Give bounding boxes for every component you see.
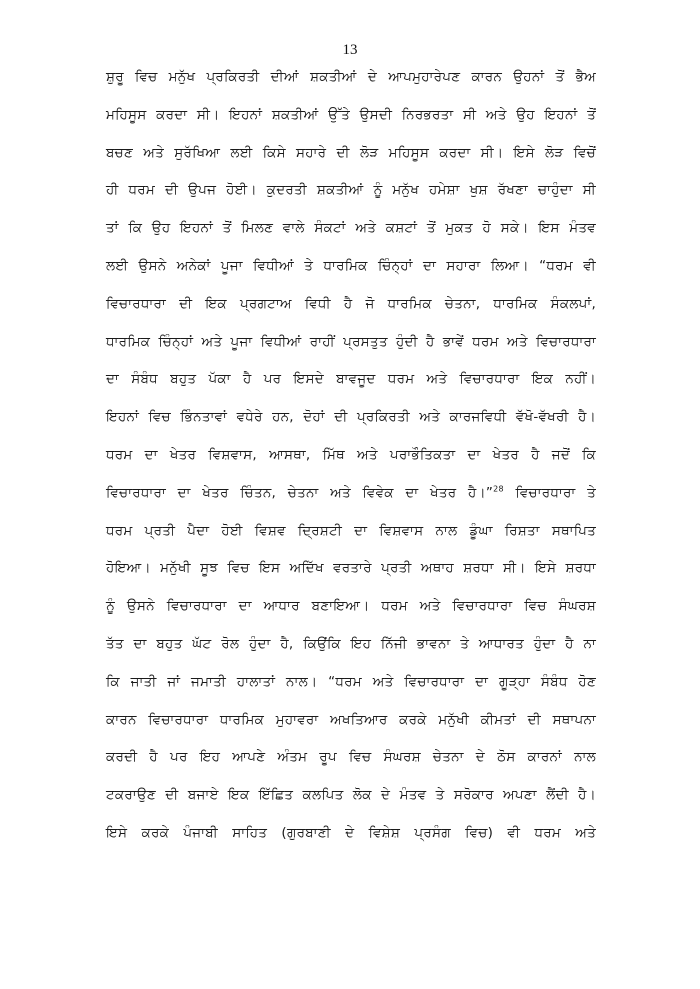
page-number: 13 — [342, 42, 358, 58]
text-line: ਹੋਇਆ। ਮਨੁੱਖੀ ਸੂਝ ਵਿਚ ਇਸ ਅਦਿੱਖ ਵਰਤਾਰੇ ਪ੍ਰਤੀ ਅਥਾਹ ਸ਼ਰਧਾ ਸੀ। ਇਸੇ ਸ਼ਰਧਾ — [106, 560, 596, 577]
text-line: ਕਾਰਨ ਵਿਚਾਰਧਾਰਾ ਧਾਰਮਿਕ ਮੁਹਾਵਰਾ ਅਖਤਿਆਰ ਕਰਕੇ ਮਨੁੱਖੀ ਕੀਮਤਾਂ ਦੀ ਸਥਾਪਨਾ — [106, 711, 596, 728]
text-line: ਕਰਦੀ ਹੈ ਪਰ ਇਹ ਆਪਣੇ ਅੰਤਮ ਰੂਪ ਵਿਚ ਸੰਘਰਸ਼ ਚੇਤਨਾ ਦੇ ਠੋਸ ਕਾਰਨਾਂ ਨਾਲ — [106, 749, 596, 766]
text-line: ਹੀ ਧਰਮ ਦੀ ਉਪਜ ਹੋਈ। ਕੁਦਰਤੀ ਸ਼ਕਤੀਆਂ ਨੂੰ ਮਨੁੱਖ ਹਮੇਸ਼ਾ ਖੁਸ਼ ਰੱਖਣਾ ਚਾਹੁੰਦਾ ਸੀ — [106, 182, 596, 199]
text-segment: ਵਿਚਾਰਧਾਰਾ ਦਾ ਖੇਤਰ ਚਿੰਤਨ, ਚੇਤਨਾ ਅਤੇ ਵਿਵੇਕ ਦਾ ਖੇਤਰ ਹੈ।” — [106, 484, 494, 501]
text-line: ਸ਼ੁਰੂ ਵਿਚ ਮਨੁੱਖ ਪ੍ਰਕਿਰਤੀ ਦੀਆਂ ਸ਼ਕਤੀਆਂ ਦੇ ਆਪਮੁਹਾਰੇਪਣ ਕਾਰਨ ਉਹਨਾਂ ਤੋਂ ਭੈਅ — [106, 69, 596, 85]
text-line: ਕਿ ਜਾਤੀ ਜਾਂ ਜਮਾਤੀ ਹਾਲਾਤਾਂ ਨਾਲ। “ਧਰਮ ਅਤੇ ਵਿਚਾਰਧਾਰਾ ਦਾ ਗੂੜ੍ਹਾ ਸੰਬੰਧ ਹੋਣ — [106, 673, 596, 690]
text-line: ਧਾਰਮਿਕ ਚਿੰਨ੍ਹਾਂ ਅਤੇ ਪੂਜਾ ਵਿਧੀਆਂ ਰਾਹੀਂ ਪ੍ਰਸਤੁਤ ਹੁੰਦੀ ਹੈ ਭਾਵੇਂ ਧਰਮ ਅਤੇ ਵਿਚਾਰਧਾਰਾ — [106, 333, 596, 350]
text-line: ਇਹਨਾਂ ਵਿਚ ਭਿੰਨਤਾਵਾਂ ਵਧੇਰੇ ਹਨ, ਦੋਹਾਂ ਦੀ ਪ੍ਰਕਿਰਤੀ ਅਤੇ ਕਾਰਜਵਿਧੀ ਵੱਖੋ-ਵੱਖਰੀ ਹੈ। — [106, 409, 596, 426]
text-line-with-footnote — [106, 482, 596, 520]
text-line: ਨੂੰ ਉਸਨੇ ਵਿਚਾਰਧਾਰਾ ਦਾ ਆਧਾਰ ਬਣਾਇਆ। ਧਰਮ ਅਤੇ ਵਿਚਾਰਧਾਰਾ ਵਿਚ ਸੰਘਰਸ਼ — [106, 598, 596, 615]
text-line: ਤਾਂ ਕਿ ਉਹ ਇਹਨਾਂ ਤੋਂ ਮਿਲਣ ਵਾਲੇ ਸੰਕਟਾਂ ਅਤੇ ਕਸ਼ਟਾਂ ਤੋਂ ਮੁਕਤ ਹੋ ਸਕੇ। ਇਸ ਮੰਤਵ — [106, 220, 596, 237]
text-line: ਵਿਚਾਰਧਾਰਾ ਦੀ ਇਕ ਪ੍ਰਗਟਾਅ ਵਿਧੀ ਹੈ ਜੋ ਧਾਰਮਿਕ ਚੇਤਨਾ, ਧਾਰਮਿਕ ਸੰਕਲਪਾਂ, — [106, 295, 596, 312]
text-line: ਮਹਿਸੂਸ ਕਰਦਾ ਸੀ। ਇਹਨਾਂ ਸ਼ਕਤੀਆਂ ਉੱਤੇ ਉਸਦੀ ਨਿਰਭਰਤਾ ਸੀ ਅਤੇ ਉਹ ਇਹਨਾਂ ਤੋਂ — [106, 106, 596, 123]
text-line: ਧਰਮ ਪ੍ਰਤੀ ਪੈਦਾ ਹੋਈ ਵਿਸ਼ਵ ਦ੍ਰਿਸ਼ਟੀ ਦਾ ਵਿਸ਼ਵਾਸ ਨਾਲ ਡੂੰਘਾ ਰਿਸ਼ਤਾ ਸਥਾਪਿਤ — [106, 522, 596, 539]
text-line: ਇਸੇ ਕਰਕੇ ਪੰਜਾਬੀ ਸਾਹਿਤ (ਗੁਰਬਾਣੀ ਦੇ ਵਿਸ਼ੇਸ਼ ਪ੍ਰਸੰਗ ਵਿਚ) ਵੀ ਧਰਮ ਅਤੇ — [106, 824, 596, 841]
text-line: ਟਕਰਾਉਣ ਦੀ ਬਜਾਏ ਇਕ ਇੱਛਿਤ ਕਲਪਿਤ ਲੋਕ ਦੇ ਮੰਤਵ ਤੇ ਸਰੋਕਾਰ ਅਪਣਾ ਲੈਂਦੀ ਹੈ। — [106, 787, 596, 804]
text-line: ਤੱਤ ਦਾ ਬਹੁਤ ਘੱਟ ਰੋਲ ਹੁੰਦਾ ਹੈ, ਕਿਉਂਕਿ ਇਹ ਨਿੱਜੀ ਭਾਵਨਾ ਤੇ ਆਧਾਰਤ ਹੁੰਦਾ ਹੈ ਨਾ — [106, 635, 596, 652]
text-segment: ਵਿਚਾਰਧਾਰਾ ਤੇ — [515, 484, 596, 501]
footnote-reference: 28 — [493, 484, 504, 494]
body-paragraph — [106, 66, 596, 860]
text-line: ਬਚਣ ਅਤੇ ਸੁਰੱਖਿਆ ਲਈ ਕਿਸੇ ਸਹਾਰੇ ਦੀ ਲੋੜ ਮਹਿਸੂਸ ਕਰਦਾ ਸੀ। ਇਸੇ ਲੋੜ ਵਿਚੋਂ — [106, 144, 596, 161]
text-line: ਲਈ ਉਸਨੇ ਅਨੇਕਾਂ ਪੂਜਾ ਵਿਧੀਆਂ ਤੇ ਧਾਰਮਿਕ ਚਿੰਨ੍ਹਾਂ ਦਾ ਸਹਾਰਾ ਲਿਆ। “ਧਰਮ ਵੀ — [106, 257, 596, 274]
text-line: ਧਰਮ ਦਾ ਖੇਤਰ ਵਿਸ਼ਵਾਸ, ਆਸਥਾ, ਮਿੱਥ ਅਤੇ ਪਰਾਭੌਤਿਕਤਾ ਦਾ ਖੇਤਰ ਹੈ ਜਦੋਂ ਕਿ — [106, 446, 596, 463]
text-line: ਦਾ ਸੰਬੰਧ ਬਹੁਤ ਪੱਕਾ ਹੈ ਪਰ ਇਸਦੇ ਬਾਵਜੂਦ ਧਰਮ ਅਤੇ ਵਿਚਾਰਧਾਰਾ ਇਕ ਨਹੀਂ। — [106, 371, 596, 388]
